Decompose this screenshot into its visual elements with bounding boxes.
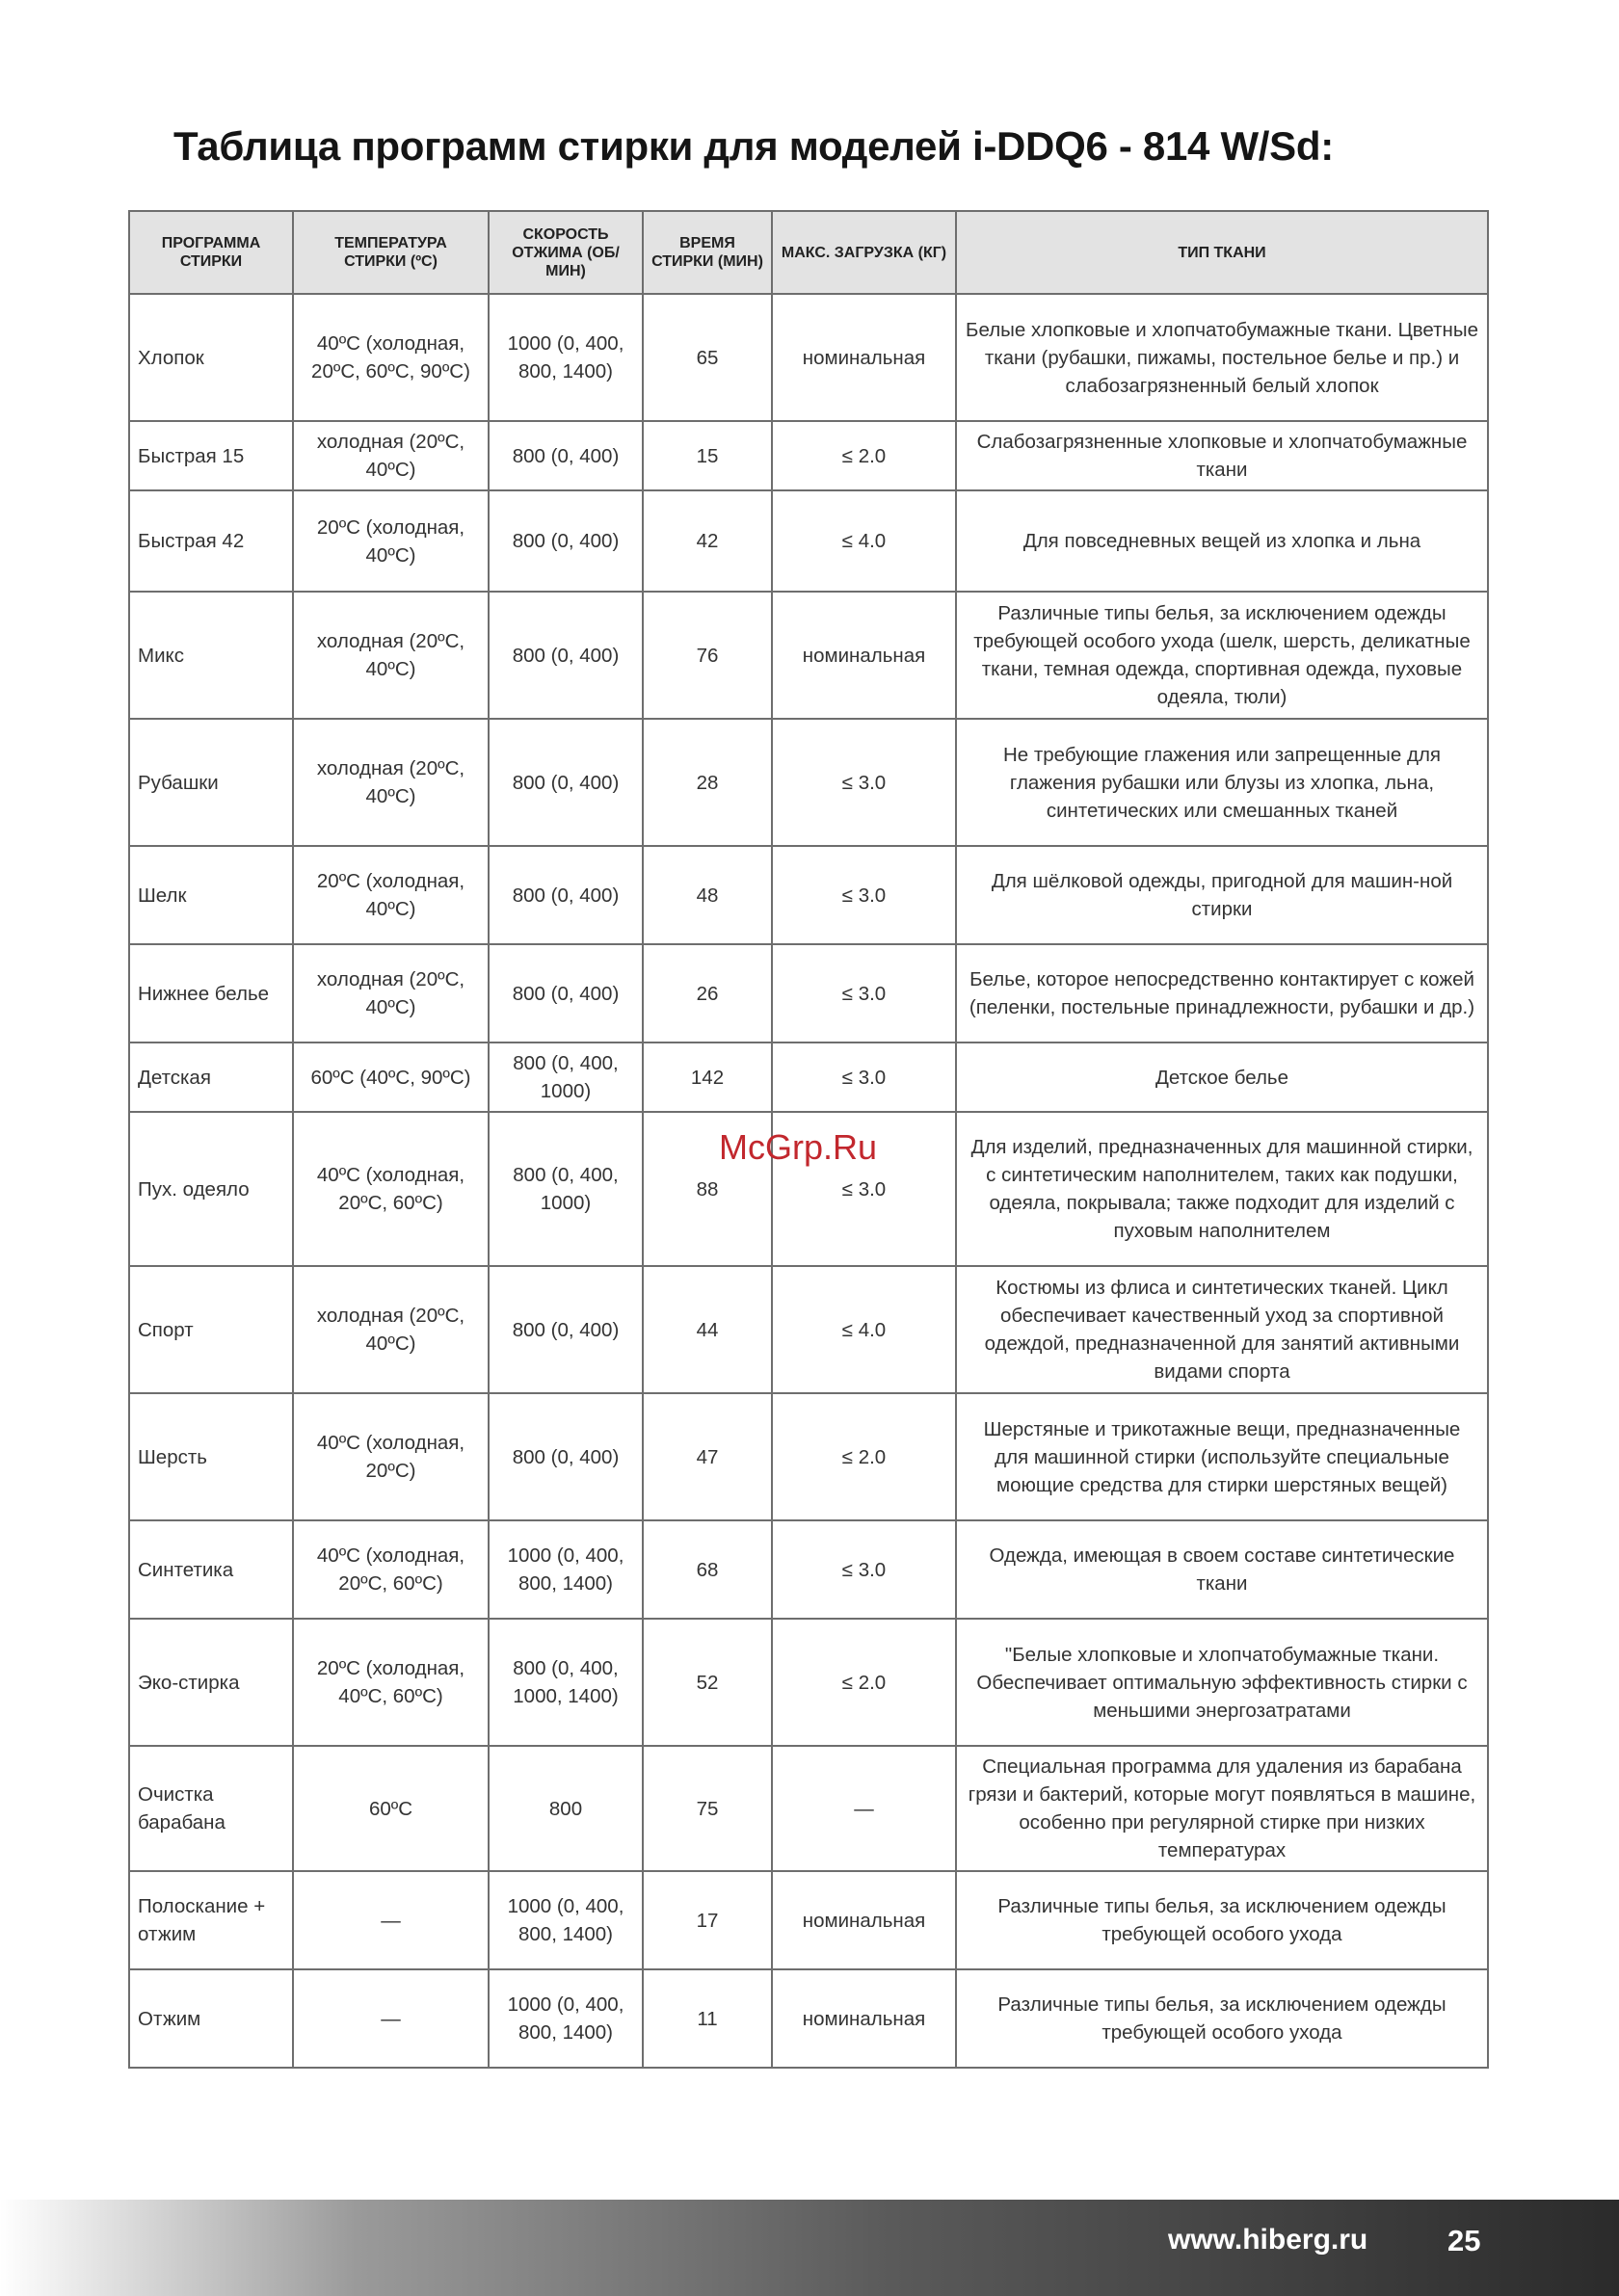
cell-program: Шерсть <box>129 1393 293 1520</box>
cell-max-load: ≤ 2.0 <box>772 421 956 490</box>
cell-fabric-type: Костюмы из флиса и синтетических тканей. Цикл обеспечивает качественный уход за спортивной одеждой, предназначенной для занятий активными видами спорта <box>956 1266 1488 1393</box>
cell-fabric-type: Белые хлопковые и хлопчатобумажные ткани. Цветные ткани (рубашки, пижамы, постельное белье и пр.) и слабозагрязненный белый хлопок <box>956 294 1488 421</box>
cell-max-load: ≤ 2.0 <box>772 1393 956 1520</box>
cell-spin-speed: 800 (0, 400) <box>489 1393 643 1520</box>
cell-temperature: 40ºС (холодная, 20ºС, 60ºС, 90ºС) <box>293 294 489 421</box>
cell-max-load: ≤ 4.0 <box>772 490 956 592</box>
cell-max-load: ≤ 3.0 <box>772 1042 956 1112</box>
table-row <box>129 490 1488 592</box>
cell-max-load: ≤ 2.0 <box>772 1619 956 1746</box>
cell-max-load: номинальная <box>772 1969 956 2068</box>
cell-program: Быстрая 42 <box>129 490 293 592</box>
cell-wash-time: 47 <box>643 1393 772 1520</box>
cell-wash-time: 42 <box>643 490 772 592</box>
cell-spin-speed: 1000 (0, 400, 800, 1400) <box>489 294 643 421</box>
table-row <box>129 421 1488 490</box>
cell-fabric-type: Для изделий, предназначенных для машинной стирки, с синтетическим наполнителем, таких как подушки, одеяла, покрывала; также подходит для изделий с пуховым наполнителем <box>956 1112 1488 1266</box>
table-row <box>129 1042 1488 1112</box>
cell-max-load: ≤ 3.0 <box>772 944 956 1042</box>
cell-fabric-type: Для повседневных вещей из хлопка и льна <box>956 490 1488 592</box>
cell-wash-time: 28 <box>643 719 772 846</box>
table-row <box>129 1520 1488 1619</box>
cell-fabric-type: Белье, которое непосредственно контактирует с кожей (пеленки, постельные принадлежности, рубашки и др.) <box>956 944 1488 1042</box>
cell-temperature: холодная (20ºС, 40ºС) <box>293 1266 489 1393</box>
table-row <box>129 1969 1488 2068</box>
table-row <box>129 1871 1488 1969</box>
footer-url: www.hiberg.ru <box>1168 2224 1368 2256</box>
cell-temperature: холодная (20ºС, 40ºС) <box>293 592 489 719</box>
cell-program: Нижнее белье <box>129 944 293 1042</box>
cell-max-load: номинальная <box>772 592 956 719</box>
cell-program: Отжим <box>129 1969 293 2068</box>
cell-temperature: 60ºС <box>293 1746 489 1871</box>
cell-wash-time: 17 <box>643 1871 772 1969</box>
table-row <box>129 944 1488 1042</box>
cell-max-load: ≤ 3.0 <box>772 719 956 846</box>
cell-spin-speed: 1000 (0, 400, 800, 1400) <box>489 1871 643 1969</box>
table-row <box>129 1619 1488 1746</box>
cell-max-load: — <box>772 1746 956 1871</box>
cell-temperature: 20ºС (холодная, 40ºС) <box>293 846 489 944</box>
cell-wash-time: 68 <box>643 1520 772 1619</box>
cell-wash-time: 88 <box>643 1112 772 1266</box>
header-spin-speed: СКОРОСТЬ ОТЖИМА (ОБ/МИН) <box>489 211 643 294</box>
cell-fabric-type: Шерстяные и трикотажные вещи, предназначенные для машинной стирки (используйте специальные моющие средства для стирки шерстяных вещей) <box>956 1393 1488 1520</box>
table-row <box>129 1266 1488 1393</box>
table-body <box>129 294 1488 2068</box>
cell-temperature: холодная (20ºС, 40ºС) <box>293 421 489 490</box>
cell-max-load: ≤ 3.0 <box>772 846 956 944</box>
cell-wash-time: 142 <box>643 1042 772 1112</box>
cell-spin-speed: 800 (0, 400) <box>489 1266 643 1393</box>
cell-fabric-type: Не требующие глажения или запрещенные для глажения рубашки или блузы из хлопка, льна, синтетических или смешанных тканей <box>956 719 1488 846</box>
cell-program: Спорт <box>129 1266 293 1393</box>
cell-program: Рубашки <box>129 719 293 846</box>
footer-bar <box>0 2200 1619 2296</box>
cell-spin-speed: 800 (0, 400) <box>489 846 643 944</box>
cell-program: Пух. одеяло <box>129 1112 293 1266</box>
cell-fabric-type: Специальная программа для удаления из барабана грязи и бактерий, которые могут появляться в машине, особенно при регулярной стирке при низких температурах <box>956 1746 1488 1871</box>
cell-wash-time: 52 <box>643 1619 772 1746</box>
cell-fabric-type: Различные типы белья, за исключением одежды требующей особого ухода (шелк, шерсть, деликатные ткани, темная одежда, спортивная одежда, пуховые одеяла, тюли) <box>956 592 1488 719</box>
header-program: ПРОГРАММА СТИРКИ <box>129 211 293 294</box>
cell-wash-time: 44 <box>643 1266 772 1393</box>
cell-program: Очистка барабана <box>129 1746 293 1871</box>
cell-wash-time: 26 <box>643 944 772 1042</box>
cell-temperature: холодная (20ºС, 40ºС) <box>293 944 489 1042</box>
table-row <box>129 592 1488 719</box>
watermark: McGrp.Ru <box>719 1127 878 1167</box>
cell-program: Шелк <box>129 846 293 944</box>
cell-wash-time: 48 <box>643 846 772 944</box>
cell-program: Микс <box>129 592 293 719</box>
header-fabric-type: ТИП ТКАНИ <box>956 211 1488 294</box>
table-row <box>129 294 1488 421</box>
cell-temperature: 20ºС (холодная, 40ºС, 60ºС) <box>293 1619 489 1746</box>
cell-fabric-type: Различные типы белья, за исключением одежды требующей особого ухода <box>956 1969 1488 2068</box>
table-row <box>129 719 1488 846</box>
cell-spin-speed: 800 (0, 400, 1000) <box>489 1042 643 1112</box>
cell-fabric-type: Различные типы белья, за исключением одежды требующей особого ухода <box>956 1871 1488 1969</box>
cell-spin-speed: 800 (0, 400, 1000) <box>489 1112 643 1266</box>
cell-temperature: — <box>293 1969 489 2068</box>
cell-temperature: — <box>293 1871 489 1969</box>
header-wash-time: ВРЕМЯ СТИРКИ (МИН) <box>643 211 772 294</box>
cell-wash-time: 76 <box>643 592 772 719</box>
cell-spin-speed: 800 (0, 400) <box>489 421 643 490</box>
cell-temperature: холодная (20ºС, 40ºС) <box>293 719 489 846</box>
cell-temperature: 60ºС (40ºС, 90ºС) <box>293 1042 489 1112</box>
cell-fabric-type: Для шёлковой одежды, пригодной для машин-ной стирки <box>956 846 1488 944</box>
page-title: Таблица программ стирки для моделей i-DDQ6 - 814 W/Sd: <box>173 123 1334 169</box>
cell-max-load: номинальная <box>772 1871 956 1969</box>
cell-program: Эко-стирка <box>129 1619 293 1746</box>
cell-fabric-type: "Белые хлопковые и хлопчатобумажные ткани. Обеспечивает оптимальную эффективность стирки с меньшими энергозатратами <box>956 1619 1488 1746</box>
header-max-load: МАКС. ЗАГРУЗКА (КГ) <box>772 211 956 294</box>
table-header-row <box>129 211 1488 294</box>
cell-max-load: ≤ 4.0 <box>772 1266 956 1393</box>
cell-wash-time: 75 <box>643 1746 772 1871</box>
cell-spin-speed: 800 (0, 400) <box>489 592 643 719</box>
cell-max-load: ≤ 3.0 <box>772 1520 956 1619</box>
page-number: 25 <box>1447 2224 1481 2257</box>
table-row <box>129 1746 1488 1871</box>
cell-program: Синтетика <box>129 1520 293 1619</box>
cell-wash-time: 15 <box>643 421 772 490</box>
cell-program: Полоскание + отжим <box>129 1871 293 1969</box>
cell-temperature: 20ºС (холодная, 40ºС) <box>293 490 489 592</box>
cell-spin-speed: 800 (0, 400) <box>489 490 643 592</box>
cell-temperature: 40ºС (холодная, 20ºС, 60ºС) <box>293 1112 489 1266</box>
cell-temperature: 40ºС (холодная, 20ºС) <box>293 1393 489 1520</box>
cell-spin-speed: 1000 (0, 400, 800, 1400) <box>489 1520 643 1619</box>
table-row <box>129 1393 1488 1520</box>
cell-fabric-type: Одежда, имеющая в своем составе синтетические ткани <box>956 1520 1488 1619</box>
cell-spin-speed: 800 (0, 400, 1000, 1400) <box>489 1619 643 1746</box>
cell-fabric-type: Слабозагрязненные хлопковые и хлопчатобумажные ткани <box>956 421 1488 490</box>
cell-fabric-type: Детское белье <box>956 1042 1488 1112</box>
cell-program: Быстрая 15 <box>129 421 293 490</box>
cell-spin-speed: 800 <box>489 1746 643 1871</box>
cell-spin-speed: 1000 (0, 400, 800, 1400) <box>489 1969 643 2068</box>
table-row <box>129 846 1488 944</box>
cell-temperature: 40ºС (холодная, 20ºС, 60ºС) <box>293 1520 489 1619</box>
cell-spin-speed: 800 (0, 400) <box>489 944 643 1042</box>
cell-program: Детская <box>129 1042 293 1112</box>
cell-spin-speed: 800 (0, 400) <box>489 719 643 846</box>
header-temperature: ТЕМПЕРАТУРА СТИРКИ (ºС) <box>293 211 489 294</box>
cell-wash-time: 65 <box>643 294 772 421</box>
cell-max-load: ≤ 3.0 <box>772 1112 956 1266</box>
cell-max-load: номинальная <box>772 294 956 421</box>
cell-wash-time: 11 <box>643 1969 772 2068</box>
cell-program: Хлопок <box>129 294 293 421</box>
